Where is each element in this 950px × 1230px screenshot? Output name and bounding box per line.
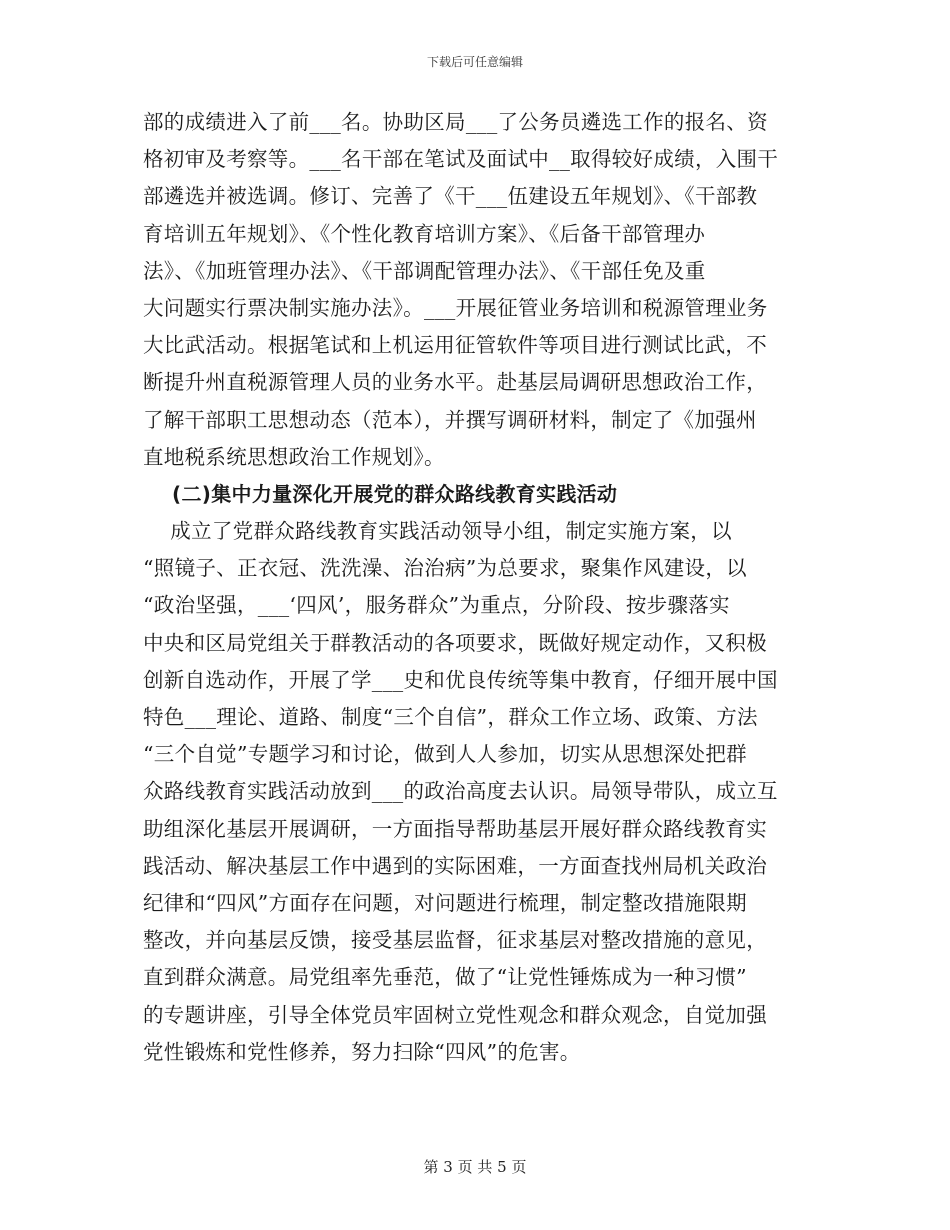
text-line: 众路线教育实践活动放到___的政治高度去认识。局领导带队，成立互 [143, 779, 778, 804]
text-line: 党性锻炼和党性修养，努力扫除“四风”的危害。 [143, 1039, 581, 1064]
text-line: 纪律和“四风”方面存在问题，对问题进行梳理，制定整改措施限期 [143, 890, 747, 915]
document-body [143, 104, 808, 1071]
text-line: 大问题实行票决制实施办法》。___开展征管业务培训和税源管理业务 [143, 295, 768, 320]
text-line: 直到群众满意。局党组率先垂范，做了“让党性锤炼成为一种习惯” [143, 965, 747, 990]
text-line: “政治坚强，___‘四风’，服务群众”为重点，分阶段、按步骤落实 [143, 593, 730, 618]
text-line: 创新自选动作，开展了学___史和优良传统等集中教育，仔细开展中国 [143, 667, 778, 692]
text-line: 成立了党群众路线教育实践活动领导小组，制定实施方案，以 [143, 519, 732, 544]
text-line: “照镜子、正衣冠、洗洗澡、治治病”为总要求，聚集作风建设，以 [143, 556, 747, 581]
section-heading: (二)集中力量深化开展党的群众路线教育实践活动 [143, 481, 618, 506]
page-number: 第 3 页 共 5 页 [423, 1158, 527, 1176]
text-line: 直地税系统思想政治工作规划》。 [143, 444, 445, 469]
text-line: 整改，并向基层反馈，接受基层监督，征求基层对整改措施的意见， [143, 928, 767, 953]
text-line: 部的成绩进入了前___名。协助区局___了公务员遴选工作的报名、资 [143, 110, 768, 134]
text-line: “三个自觉”专题学习和讨论，做到人人参加，切实从思想深处把群 [143, 742, 747, 767]
header-note: 下载后可任意编辑 [426, 55, 523, 69]
text-line: 践活动、解决基层工作中遇到的实际困难，一方面查找州局机关政治 [143, 853, 767, 878]
text-line: 大比武活动。根据笔试和上机运用征管软件等项目进行测试比武，不 [143, 333, 767, 358]
text-line: 了解干部职工思想动态（范本），并撰写调研材料，制定了《加强州 [143, 407, 757, 432]
text-line: 断提升州直税源管理人员的业务水平。赴基层局调研思想政治工作， [143, 370, 767, 395]
text-line: 中央和区局党组关于群教活动的各项要求，既做好规定动作，又积极 [143, 630, 767, 655]
text-line: 法》、《加班管理办法》、《干部调配管理办法》、《干部任免及重 [143, 258, 706, 283]
text-line: 格初审及考察等。___名干部在笔试及面试中__取得较好成绩，入围干 [143, 147, 779, 172]
text-line: 的专题讲座，引导全体党员牢固树立党性观念和群众观念，自觉加强 [143, 1002, 767, 1027]
text-line: 特色___理论、道路、制度“三个自信”，群众工作立场、政策、方法 [143, 705, 758, 729]
text-line: 育培训五年规划》、《个性化教育培训方案》、《后备干部管理办 [143, 221, 706, 246]
text-line: 助组深化基层开展调研，一方面指导帮助基层开展好群众路线教育实 [143, 816, 767, 841]
text-line: 部遴选并被选调。修订、完善了《干___伍建设五年规划》、《干部教 [143, 184, 758, 209]
